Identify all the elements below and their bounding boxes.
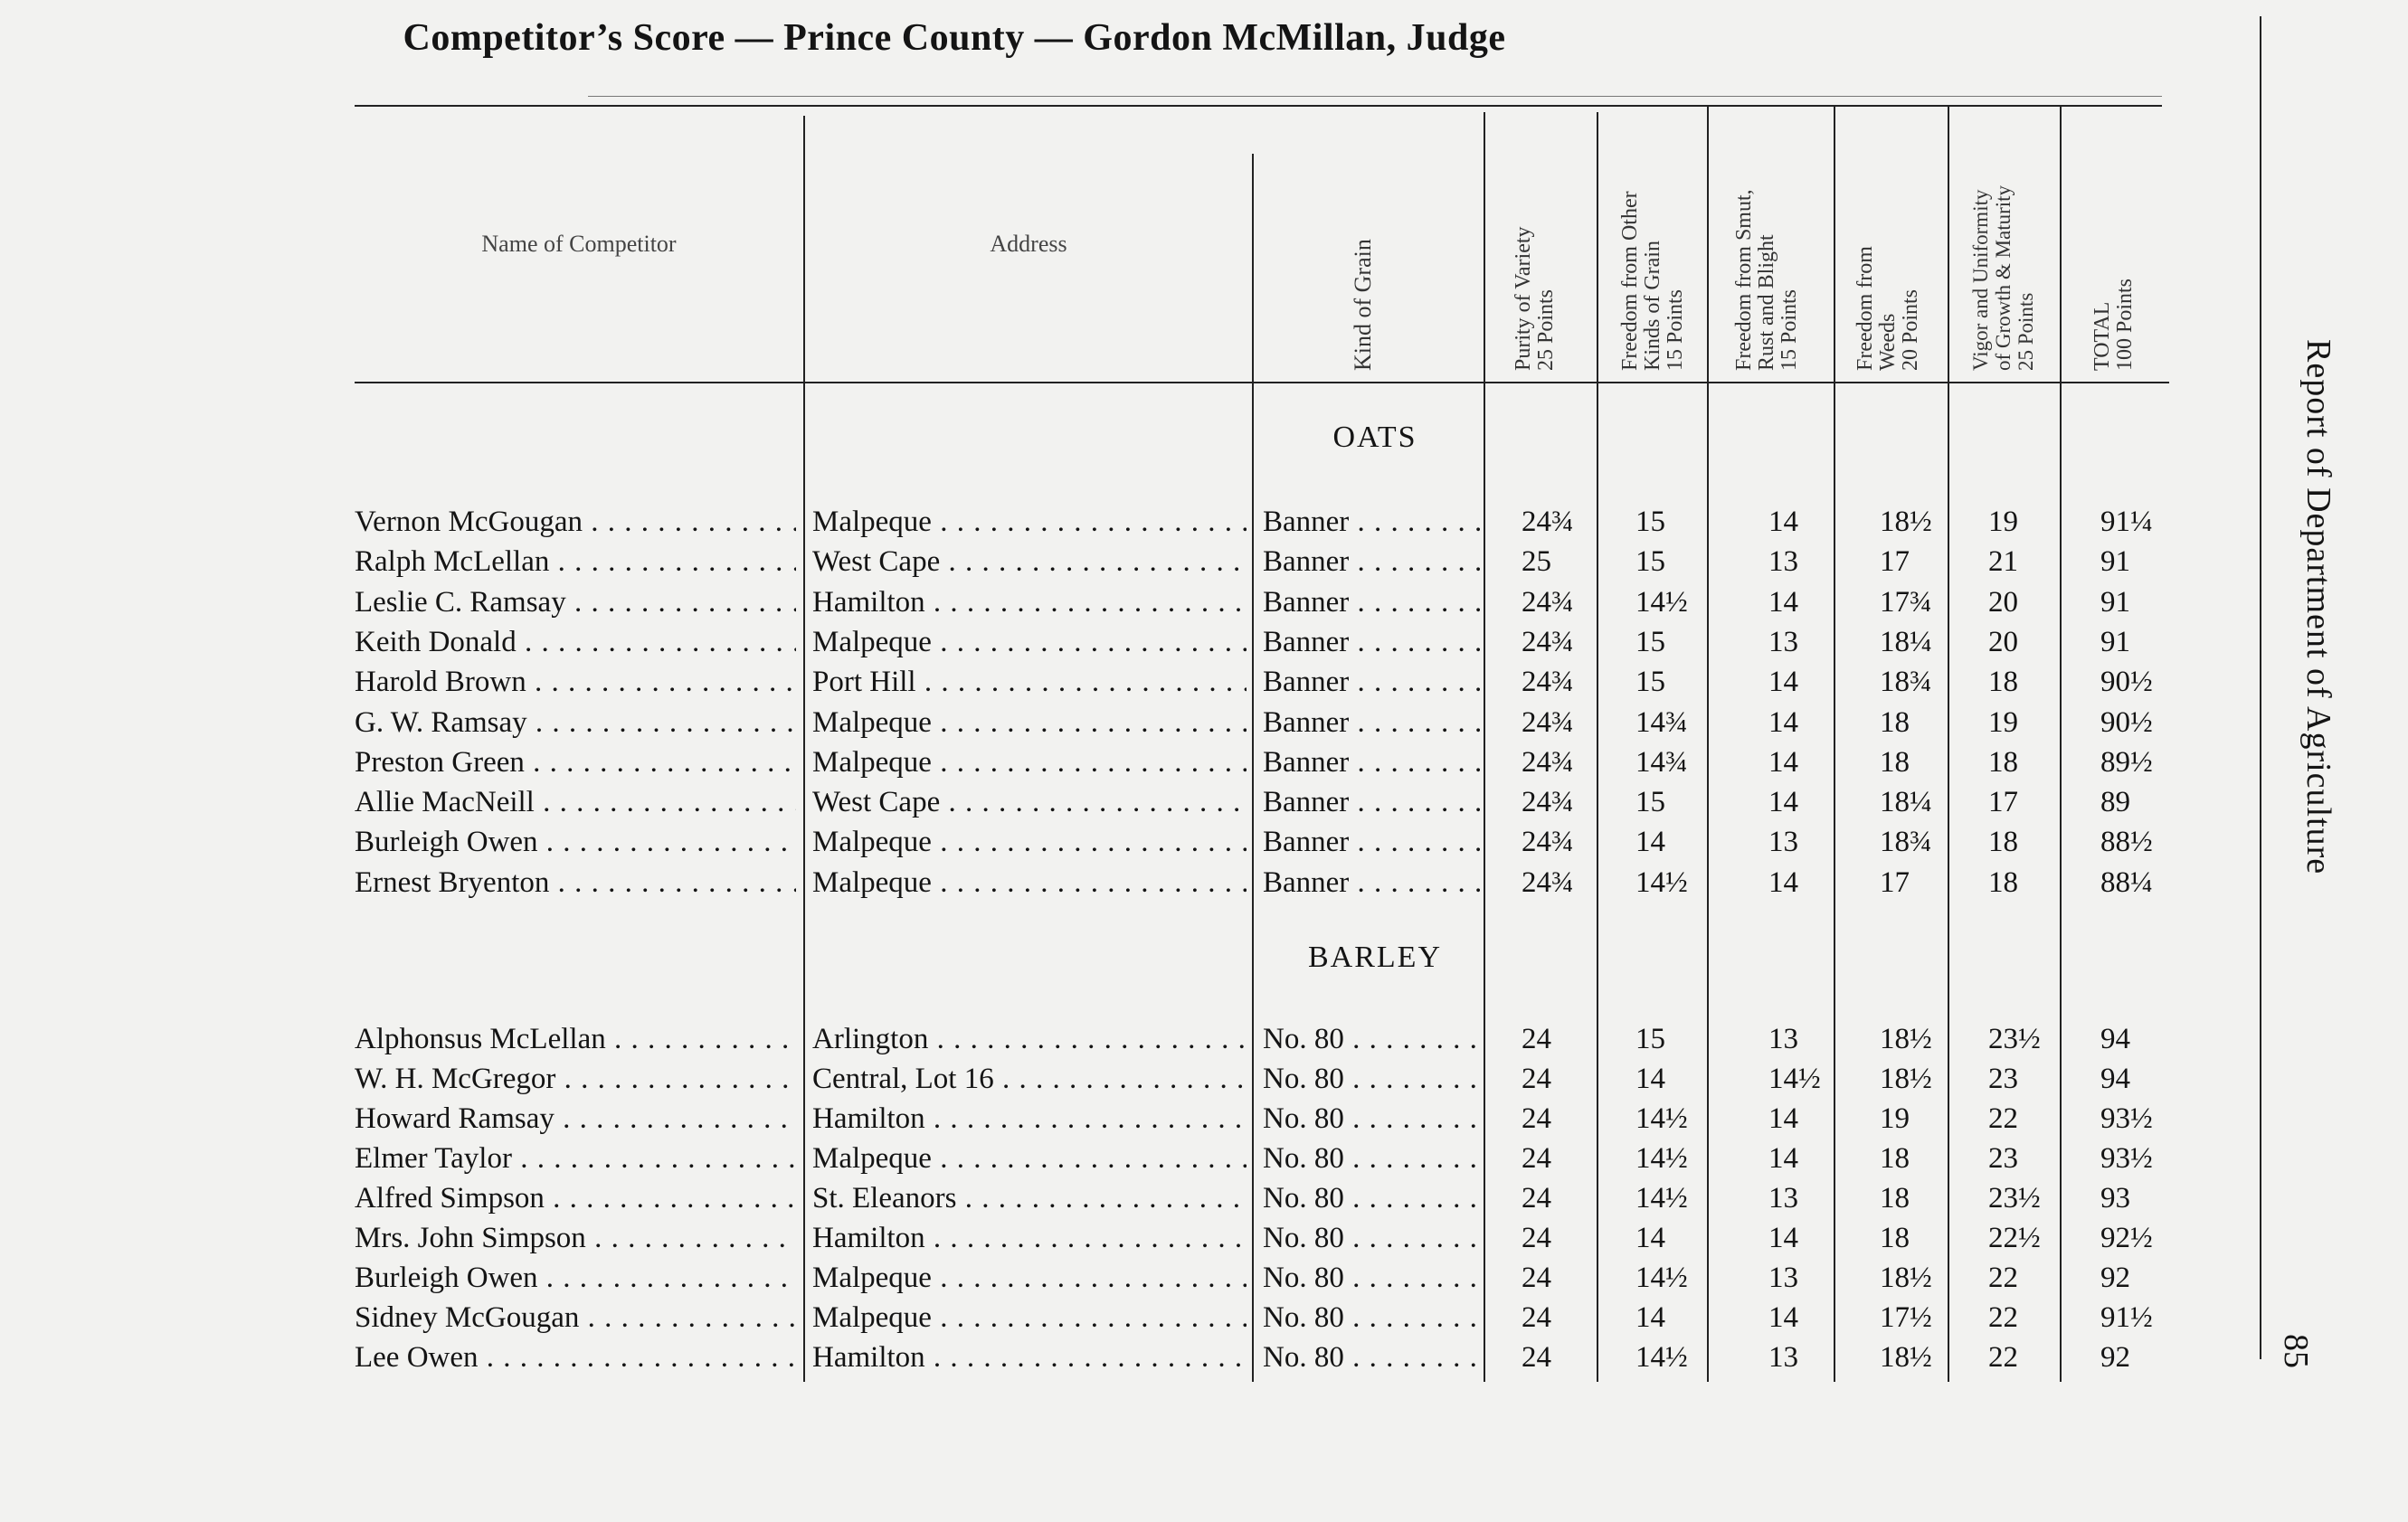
score-freedom-smut: 14 <box>1768 1142 1798 1175</box>
score-freedom-other: 14¾ <box>1635 705 1688 739</box>
score-vigor: 23½ <box>1988 1023 2041 1055</box>
score-freedom-smut: 13 <box>1768 1023 1798 1055</box>
score-freedom-smut: 14 <box>1768 865 1798 899</box>
competitor-address: Malpeque . . . <box>812 703 1247 742</box>
score-purity: 24¾ <box>1522 585 1574 619</box>
score-freedom-weeds: 17 <box>1880 545 1910 579</box>
grain-kind: Banner . . . <box>1263 822 1480 862</box>
competitor-address: Malpeque . . . <box>812 502 1247 542</box>
table-row <box>0 1099 2216 1139</box>
score-freedom-weeds: 18 <box>1880 745 1910 779</box>
score-freedom-smut: 14 <box>1768 585 1798 619</box>
score-freedom-weeds: 18¼ <box>1880 786 1932 819</box>
score-total: 88½ <box>2100 826 2153 859</box>
score-vigor: 20 <box>1988 625 2018 658</box>
competitor-address: West Cape . . . <box>812 542 1247 581</box>
section-heading-barley: BARLEY <box>1308 941 1442 974</box>
header-freedom-other-line2: Kinds of Grain <box>1641 241 1664 371</box>
competitor-name: Mrs. John Simpson . . . <box>355 1218 796 1258</box>
score-freedom-weeds: 17 <box>1880 865 1910 899</box>
score-vigor: 23 <box>1988 1142 2018 1175</box>
score-purity: 24 <box>1522 1341 1551 1374</box>
header-grain <box>1351 239 1374 371</box>
score-total: 93 <box>2100 1182 2130 1215</box>
header-freedom-weeds <box>1854 246 1922 371</box>
score-freedom-smut: 14 <box>1768 1301 1798 1334</box>
competitor-address: Port Hill . . . <box>812 662 1247 702</box>
score-freedom-weeds: 18¾ <box>1880 826 1932 859</box>
score-freedom-smut: 13 <box>1768 1262 1798 1294</box>
grain-kind: No. 80 . . . <box>1263 1059 1480 1099</box>
table-row <box>0 542 2216 581</box>
score-total: 91½ <box>2100 1301 2153 1334</box>
score-freedom-weeds: 18¾ <box>1880 666 1932 699</box>
score-vigor: 23 <box>1988 1063 2018 1095</box>
grain-kind: No. 80 . . . <box>1263 1178 1480 1218</box>
score-total: 90½ <box>2100 666 2153 699</box>
score-freedom-other: 14½ <box>1635 1142 1688 1175</box>
score-freedom-smut: 14 <box>1768 705 1798 739</box>
table-top-rule <box>355 105 2162 107</box>
header-vigor-line1: Vigor and Uniformity <box>1969 189 1992 371</box>
score-purity: 24 <box>1522 1023 1551 1055</box>
score-total: 89 <box>2100 786 2130 819</box>
score-total: 91 <box>2100 585 2130 619</box>
score-freedom-weeds: 19 <box>1880 1102 1910 1135</box>
competitor-address: Hamilton . . . <box>812 1338 1247 1377</box>
score-total: 92 <box>2100 1341 2130 1374</box>
score-freedom-weeds: 18 <box>1880 1182 1910 1215</box>
competitor-name: Vernon McGougan . . . <box>355 502 796 542</box>
table-row <box>0 822 2216 862</box>
score-total: 93½ <box>2100 1142 2153 1175</box>
score-freedom-weeds: 18 <box>1880 1222 1910 1254</box>
competitor-name: Howard Ramsay . . . <box>355 1099 796 1139</box>
table-row <box>0 703 2216 742</box>
grain-kind: Banner . . . <box>1263 742 1480 782</box>
table-row <box>0 863 2216 903</box>
margin-rule <box>2260 16 2261 1359</box>
score-purity: 24¾ <box>1522 865 1574 899</box>
score-freedom-smut: 14½ <box>1768 1063 1821 1095</box>
header-freedom-other-line1: Freedom from Other <box>1618 191 1642 371</box>
score-freedom-smut: 14 <box>1768 506 1798 538</box>
competitor-address: Malpeque . . . <box>812 1258 1247 1298</box>
table-row <box>0 1338 2216 1377</box>
score-freedom-weeds: 18½ <box>1880 1063 1932 1095</box>
header-purity <box>1512 226 1558 371</box>
grain-kind: No. 80 . . . <box>1263 1258 1480 1298</box>
grain-kind: No. 80 . . . <box>1263 1298 1480 1338</box>
page-margin <box>2252 0 2388 1522</box>
grain-kind: No. 80 . . . <box>1263 1099 1480 1139</box>
grain-kind: Banner . . . <box>1263 542 1480 581</box>
score-freedom-other: 14½ <box>1635 865 1688 899</box>
header-grain-line: Kind of Grain <box>1350 239 1376 371</box>
table-row <box>0 1059 2216 1099</box>
grain-kind: Banner . . . <box>1263 863 1480 903</box>
score-freedom-other: 14 <box>1635 826 1665 859</box>
table-row <box>0 742 2216 782</box>
header-total <box>2091 279 2137 371</box>
score-total: 94 <box>2100 1023 2130 1055</box>
score-freedom-smut: 13 <box>1768 545 1798 579</box>
score-freedom-weeds: 18¼ <box>1880 625 1932 658</box>
competitor-name: Elmer Taylor . . . <box>355 1139 796 1178</box>
competitor-name: Ralph McLellan . . . <box>355 542 796 581</box>
score-purity: 24 <box>1522 1142 1551 1175</box>
competitor-address: West Cape . . . <box>812 782 1247 822</box>
header-freedom-smut <box>1733 189 1801 371</box>
table-row <box>0 782 2216 822</box>
score-purity: 24¾ <box>1522 786 1574 819</box>
header-freedom-smut-line2: Rust and Blight <box>1755 234 1778 371</box>
score-total: 92½ <box>2100 1222 2153 1254</box>
score-freedom-other: 15 <box>1635 666 1665 699</box>
score-purity: 24¾ <box>1522 826 1574 859</box>
header-total-line1: TOTAL <box>2090 301 2114 371</box>
header-purity-line2: 25 Points <box>1534 288 1558 371</box>
header-total-line2: 100 Points <box>2113 278 2137 371</box>
competitor-name: Sidney McGougan . . . <box>355 1298 796 1338</box>
header-freedom-other <box>1619 191 1687 371</box>
grain-kind: Banner . . . <box>1263 582 1480 622</box>
page-number: 85 <box>2277 1334 2315 1368</box>
score-purity: 24¾ <box>1522 625 1574 658</box>
score-freedom-other: 14 <box>1635 1222 1665 1254</box>
score-vigor: 22 <box>1988 1341 2018 1374</box>
score-freedom-other: 14½ <box>1635 1262 1688 1294</box>
score-purity: 24¾ <box>1522 745 1574 779</box>
score-freedom-other: 14½ <box>1635 1102 1688 1135</box>
grain-kind: Banner . . . <box>1263 782 1480 822</box>
score-purity: 24¾ <box>1522 666 1574 699</box>
competitor-name: Harold Brown . . . <box>355 662 796 702</box>
score-vigor: 21 <box>1988 545 2018 579</box>
header-address: Address <box>990 231 1067 257</box>
competitor-address: Malpeque . . . <box>812 742 1247 782</box>
score-total: 91 <box>2100 625 2130 658</box>
table-row <box>0 582 2216 622</box>
header-vigor-line2: of Growth & Maturity <box>1992 184 2015 371</box>
section-heading-oats: OATS <box>1332 421 1417 454</box>
score-total: 91 <box>2100 545 2130 579</box>
competitor-address: Malpeque . . . <box>812 863 1247 903</box>
competitor-address: Malpeque . . . <box>812 1139 1247 1178</box>
competitor-name: Alfred Simpson . . . <box>355 1178 796 1218</box>
score-purity: 24 <box>1522 1182 1551 1215</box>
score-freedom-smut: 14 <box>1768 666 1798 699</box>
competitor-name: G. W. Ramsay . . . <box>355 703 796 742</box>
score-freedom-other: 15 <box>1635 786 1665 819</box>
header-freedom-smut-line3: 15 Points <box>1778 288 1801 371</box>
competitor-name: Lee Owen . . . <box>355 1338 796 1377</box>
competitor-address: Central, Lot 16 . . . <box>812 1059 1247 1099</box>
score-freedom-other: 14½ <box>1635 1182 1688 1215</box>
table-row <box>0 1218 2216 1258</box>
competitor-address: Hamilton . . . <box>812 1099 1247 1139</box>
score-purity: 25 <box>1522 545 1551 579</box>
score-purity: 24¾ <box>1522 705 1574 739</box>
header-freedom-smut-line1: Freedom from Smut, <box>1732 189 1756 371</box>
grain-kind: No. 80 . . . <box>1263 1338 1480 1377</box>
competitor-name: Ernest Bryenton . . . <box>355 863 796 903</box>
score-vigor: 18 <box>1988 826 2018 859</box>
score-freedom-weeds: 18½ <box>1880 1262 1932 1294</box>
grain-kind: No. 80 . . . <box>1263 1218 1480 1258</box>
score-total: 89½ <box>2100 745 2153 779</box>
score-freedom-smut: 13 <box>1768 1341 1798 1374</box>
competitor-address: Hamilton . . . <box>812 1218 1247 1258</box>
competitor-address: Malpeque . . . <box>812 1298 1247 1338</box>
header-freedom-weeds-line1: Freedom from <box>1853 246 1877 371</box>
score-freedom-smut: 14 <box>1768 1222 1798 1254</box>
page-title: Competitor’s Score — Prince County — Gordon McMillan, Judge <box>403 17 1506 59</box>
competitor-name: Burleigh Owen . . . <box>355 1258 796 1298</box>
grain-kind: No. 80 . . . <box>1263 1139 1480 1178</box>
score-freedom-smut: 13 <box>1768 625 1798 658</box>
score-freedom-other: 15 <box>1635 1023 1665 1055</box>
score-purity: 24 <box>1522 1102 1551 1135</box>
score-freedom-weeds: 18 <box>1880 705 1910 739</box>
table-row <box>0 1178 2216 1218</box>
score-freedom-smut: 14 <box>1768 786 1798 819</box>
competitor-address: Arlington . . . <box>812 1019 1247 1059</box>
score-freedom-other: 15 <box>1635 545 1665 579</box>
table-row <box>0 1019 2216 1059</box>
score-vigor: 17 <box>1988 786 2018 819</box>
score-freedom-other: 14 <box>1635 1301 1665 1334</box>
score-purity: 24¾ <box>1522 506 1574 538</box>
score-vigor: 19 <box>1988 506 2018 538</box>
score-purity: 24 <box>1522 1262 1551 1294</box>
header-bottom-rule <box>355 382 2169 383</box>
competitor-name: Preston Green . . . <box>355 742 796 782</box>
score-total: 90½ <box>2100 705 2153 739</box>
score-freedom-weeds: 17½ <box>1880 1301 1932 1334</box>
score-purity: 24 <box>1522 1301 1551 1334</box>
grain-kind: No. 80 . . . <box>1263 1019 1480 1059</box>
table-row <box>0 622 2216 662</box>
header-freedom-weeds-line3: 20 Points <box>1899 288 1922 371</box>
score-vigor: 20 <box>1988 585 2018 619</box>
score-total: 94 <box>2100 1063 2130 1095</box>
competitor-address: St. Eleanors . . . <box>812 1178 1247 1218</box>
score-purity: 24 <box>1522 1063 1551 1095</box>
competitor-address: Hamilton . . . <box>812 582 1247 622</box>
header-vigor <box>1969 185 2037 371</box>
competitor-name: Keith Donald . . . <box>355 622 796 662</box>
score-freedom-other: 14½ <box>1635 1341 1688 1374</box>
score-vigor: 22½ <box>1988 1222 2041 1254</box>
score-freedom-smut: 13 <box>1768 1182 1798 1215</box>
score-freedom-weeds: 17¾ <box>1880 585 1932 619</box>
score-vigor: 18 <box>1988 745 2018 779</box>
competitor-address: Malpeque . . . <box>812 622 1247 662</box>
table-row <box>0 1298 2216 1338</box>
running-head: Report of Department of Agriculture <box>2299 339 2337 875</box>
competitor-address: Malpeque . . . <box>812 822 1247 862</box>
competitor-name: Burleigh Owen . . . <box>355 822 796 862</box>
score-freedom-other: 14¾ <box>1635 745 1688 779</box>
header-vigor-line3: 25 Points <box>2015 292 2037 371</box>
score-vigor: 22 <box>1988 1262 2018 1294</box>
score-total: 92 <box>2100 1262 2130 1294</box>
table-row <box>0 502 2216 542</box>
header-freedom-other-line3: 15 Points <box>1664 288 1687 371</box>
score-freedom-smut: 13 <box>1768 826 1798 859</box>
score-freedom-other: 14½ <box>1635 585 1688 619</box>
score-freedom-weeds: 18 <box>1880 1142 1910 1175</box>
score-freedom-smut: 14 <box>1768 1102 1798 1135</box>
table-row <box>0 1258 2216 1298</box>
score-vigor: 18 <box>1988 865 2018 899</box>
competitor-name: W. H. McGregor . . . <box>355 1059 796 1099</box>
grain-kind: Banner . . . <box>1263 703 1480 742</box>
grain-kind: Banner . . . <box>1263 622 1480 662</box>
score-vigor: 19 <box>1988 705 2018 739</box>
score-freedom-other: 14 <box>1635 1063 1665 1095</box>
table-top-rule-double <box>588 96 2162 97</box>
table-row <box>0 662 2216 702</box>
score-vigor: 18 <box>1988 666 2018 699</box>
score-freedom-smut: 14 <box>1768 745 1798 779</box>
competitor-name: Alphonsus McLellan . . . <box>355 1019 796 1059</box>
score-freedom-weeds: 18½ <box>1880 1341 1932 1374</box>
competitor-name: Leslie C. Ramsay . . . <box>355 582 796 622</box>
score-total: 88¼ <box>2100 865 2153 899</box>
score-freedom-other: 15 <box>1635 506 1665 538</box>
score-purity: 24 <box>1522 1222 1551 1254</box>
score-vigor: 22 <box>1988 1102 2018 1135</box>
competitor-name: Allie MacNeill . . . <box>355 782 796 822</box>
score-total: 91¼ <box>2100 506 2153 538</box>
header-name: Name of Competitor <box>481 231 677 257</box>
score-vigor: 22 <box>1988 1301 2018 1334</box>
grain-kind: Banner . . . <box>1263 662 1480 702</box>
score-freedom-other: 15 <box>1635 625 1665 658</box>
header-purity-line1: Purity of Variety <box>1512 226 1535 371</box>
score-vigor: 23½ <box>1988 1182 2041 1215</box>
table-row <box>0 1139 2216 1178</box>
header-freedom-weeds-line2: Weeds <box>1876 313 1900 371</box>
score-total: 93½ <box>2100 1102 2153 1135</box>
grain-kind: Banner . . . <box>1263 502 1480 542</box>
score-freedom-weeds: 18½ <box>1880 506 1932 538</box>
score-freedom-weeds: 18½ <box>1880 1023 1932 1055</box>
